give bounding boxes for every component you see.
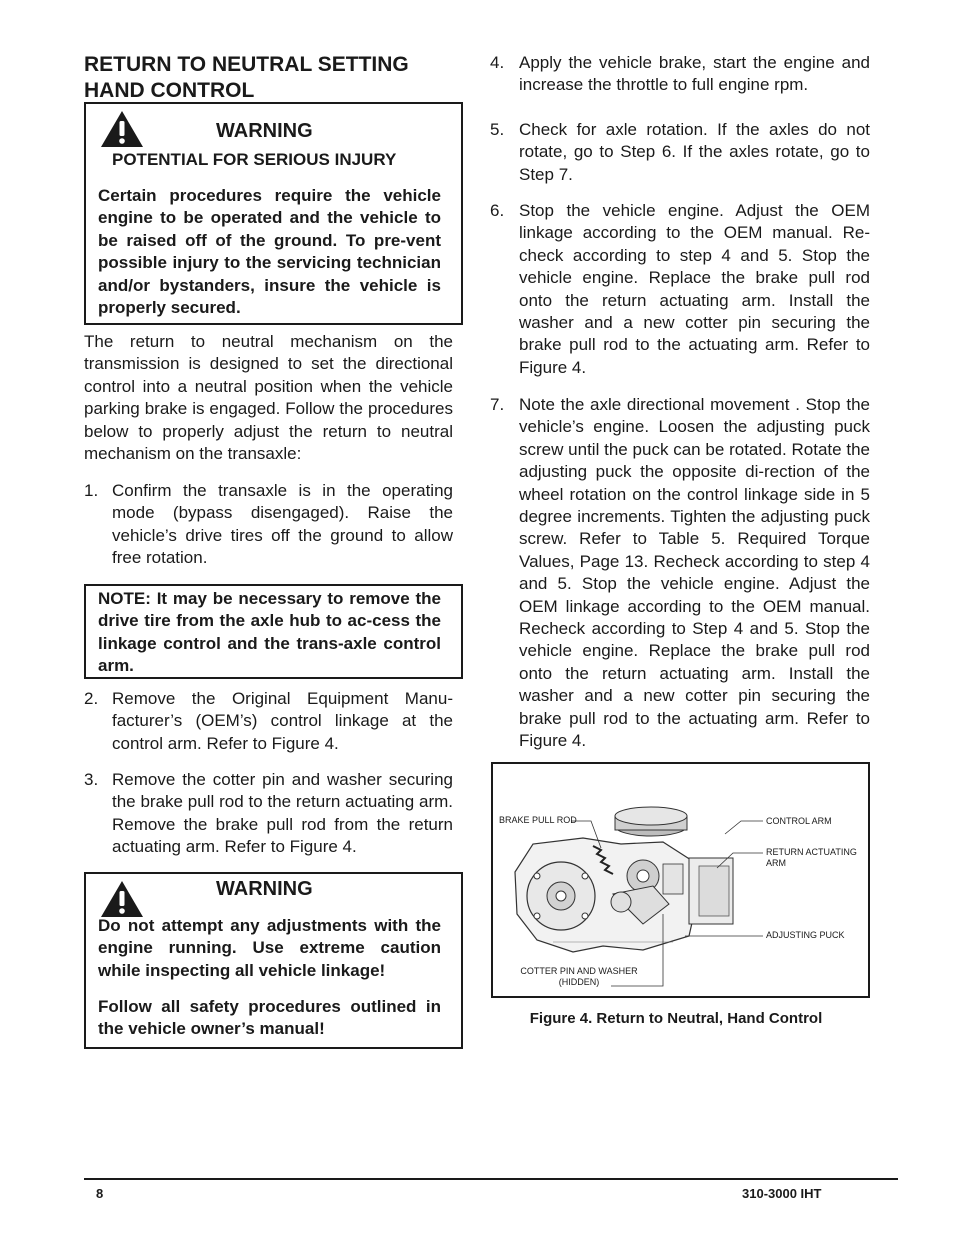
step-number: 3. [84, 770, 99, 789]
warning-title: WARNING [216, 878, 313, 900]
label-cotter-pin [519, 966, 639, 988]
step-number: 2. [84, 689, 99, 708]
step-7 [490, 394, 870, 754]
step-text: Note the axle directional movement . Stop the vehicle’s engine. Loosen the adjusting puck screw until the puck can be rotated. Rotate the adjusting puck the opposite di-rection of the wheel rotation on the control linkage side in 5 degree increments. Tighten the adjusting puck screw. Refer to Table 5. Required Torque Values, Page 13. Recheck according to step 4 and 5. Stop the vehicle engine. Adjust the OEM linkage according to the OEM manual. Recheck according to Step 4 and 5. Stop the vehicle engine. Replace the brake pull rod onto the return actuating arm. Install the washer and a new cotter pin securing the brake pull rod to the actuating arm. Refer to Figure 4. [519, 395, 870, 751]
warning-triangle-icon [100, 880, 144, 918]
step-text: Remove the cotter pin and washer securing the brake pull rod to the return actuating arm. Remove the brake pull rod from the return actuating arm. Refer to Figure 4. [112, 770, 453, 857]
label-adjusting-puck: ADJUSTING PUCK [766, 930, 845, 940]
warning-text-safety: Follow all safety procedures outlined in the vehicle owner’s manual! [98, 997, 441, 1039]
step-text: Check for axle rotation. If the axles do not rotate, go to Step 6. If the axles rotate, go to Step 7. [519, 120, 870, 184]
label-control-arm: CONTROL ARM [766, 816, 832, 826]
step-text: Confirm the transaxle is in the operating mode (bypass disengaged). Raise the vehicle’s drive tires off the ground to allow free rotation. [112, 481, 453, 568]
page-number: 8 [96, 1186, 104, 1201]
label-cotter-pin-line2: (HIDDEN) [558, 977, 600, 987]
warning-title: WARNING [216, 120, 313, 142]
warning-triangle-icon [100, 110, 144, 148]
step-number: 1. [84, 481, 99, 500]
step-3 [84, 769, 453, 861]
note-box [84, 584, 463, 679]
document-id: 310-3000 IHT [742, 1186, 822, 1201]
section-title [84, 52, 462, 104]
step-number: 6. [490, 201, 505, 220]
section-title-line2: HAND CONTROL [84, 79, 255, 102]
step-number: 4. [490, 53, 505, 72]
step-text: Remove the Original Equipment Manu-facturer’s (OEM’s) control linkage at the control arm. Refer to Figure 4. [112, 689, 453, 753]
label-return-actuating-arm: RETURN ACTUATING ARM [766, 847, 857, 868]
transaxle-diagram [493, 764, 868, 996]
step-5 [490, 119, 870, 189]
step-text: Stop the vehicle engine. Adjust the OEM linkage according to the OEM manual. Re-check according to step 4 and 5. Stop the vehicle engine. Replace the brake pull rod onto the return actuating arm. Install the washer and a new cotter pin securing the brake pull rod to the actuating arm. Refer to Figure 4. [519, 201, 870, 377]
label-brake-pull-rod: BRAKE PULL ROD [499, 815, 577, 825]
step-1 [84, 480, 453, 572]
warning-box-injury [84, 102, 463, 325]
warning-box-engine [84, 872, 463, 1049]
warning-text: Certain procedures require the vehicle engine to be operated and the vehicle to be raised off of the ground. To pre-vent possible injury to the servicing technician and/or bystanders, insure the vehicle is properly secured. [98, 186, 441, 318]
step-number: 5. [490, 120, 505, 139]
step-4 [490, 52, 870, 100]
step-6 [490, 200, 870, 382]
step-text: Apply the vehicle brake, start the engine and increase the throttle to full engine rpm. [519, 53, 870, 95]
footer-divider [84, 1178, 898, 1180]
label-cotter-pin-line1: COTTER PIN AND WASHER [520, 966, 638, 976]
warning-subtitle: POTENTIAL FOR SERIOUS INJURY [112, 150, 397, 169]
step-number: 7. [490, 395, 505, 414]
intro-paragraph: The return to neutral mechanism on the transmission is designed to set the directional control into a neutral position when the vehicle parking brake is engaged. Follow the procedures below to properly adjust the return to neutral mechanism on the transaxle: [84, 332, 453, 464]
note-text: NOTE: It may be necessary to remove the drive tire from the axle hub to ac-cess the linkage control and the trans-axle control arm. [98, 589, 441, 676]
figure-4 [491, 762, 870, 998]
step-2 [84, 688, 453, 758]
warning-text-engine: Do not attempt any adjustments with the engine running. Use extreme caution while inspecting all vehicle linkage! [98, 916, 441, 980]
section-title-line1: RETURN TO NEUTRAL SETTING [84, 53, 409, 76]
figure-caption: Figure 4. Return to Neutral, Hand Control [529, 1010, 823, 1027]
